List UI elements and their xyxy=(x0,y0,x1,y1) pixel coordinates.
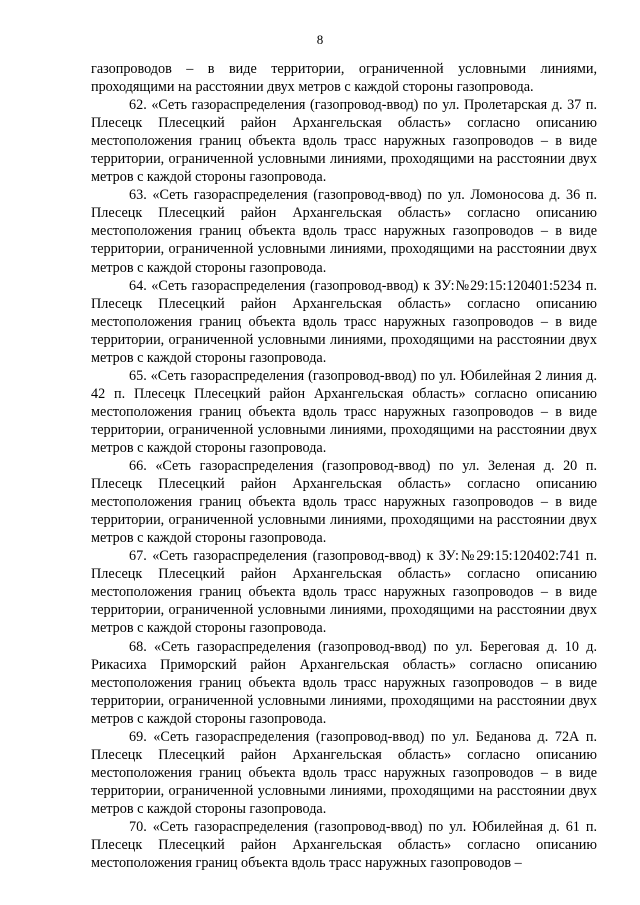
list-item-66: 66. «Сеть газораспределения (газопровод-ввод) по ул. Зеленая д. 20 п. Плесецк Плесецкий район Архангельская область» согласно описанию местоположения границ объекта вдоль трасс наружных газопроводов – в виде территории, ограниченной условными линиями, проходящими на расстоянии двух метров с каждой стороны газопровода. xyxy=(91,458,597,547)
document-body xyxy=(91,60,597,872)
list-item-67: 67. «Сеть газораспределения (газопровод-ввод) к ЗУ:№29:15:120402:741 п. Плесецк Плесецкий район Архангельская область» согласно описанию местоположения границ объекта вдоль трасс наружных газопроводов – в виде территории, ограниченной условными линиями, проходящими на расстоянии двух метров с каждой стороны газопровода. xyxy=(91,548,597,637)
list-item-65: 65. «Сеть газораспределения (газопровод-ввод) по ул. Юбилейная 2 линия д. 42 п. Плесецк Плесецкий район Архангельская область» согласно описанию местоположения границ объекта вдоль трасс наружных газопроводов – в виде территории, ограниченной условными линиями, проходящими на расстоянии двух метров с каждой стороны газопровода. xyxy=(91,367,597,456)
list-item-69: 69. «Сеть газораспределения (газопровод-ввод) по ул. Беданова д. 72А п. Плесецк Плесецкий район Архангельская область» согласно описанию местоположения границ объекта вдоль трасс наружных газопроводов – в виде территории, ограниченной условными линиями, проходящими на расстоянии двух метров с каждой стороны газопровода. xyxy=(91,728,597,817)
page-number: 8 xyxy=(316,32,324,47)
list-item-70: 70. «Сеть газораспределения (газопровод-ввод) по ул. Юбилейная д. 61 п. Плесецк Плесецкий район Архангельская область» согласно описанию местоположения границ объекта вдоль трасс наружных газопроводов – xyxy=(91,818,597,872)
list-item-63: 63. «Сеть газораспределения (газопровод-ввод) по ул. Ломоносова д. 36 п. Плесецк Плесецкий район Архангельская область» согласно описанию местоположения границ объекта вдоль трасс наружных газопроводов – в виде территории, ограниченной условными линиями, проходящими на расстоянии двух метров с каждой стороны газопровода. xyxy=(91,187,597,276)
list-item-62: 62. «Сеть газораспределения (газопровод-ввод) по ул. Пролетарская д. 37 п. Плесецк Плесецкий район Архангельская область» согласно описанию местоположения границ объекта вдоль трасс наружных газопроводов – в виде территории, ограниченной условными линиями, проходящими на расстоянии двух метров с каждой стороны газопровода. xyxy=(91,97,597,186)
list-item-64: 64. «Сеть газораспределения (газопровод-ввод) к ЗУ:№29:15:120401:5234 п. Плесецк Плесецкий район Архангельская область» согласно описанию местоположения границ объекта вдоль трасс наружных газопроводов – в виде территории, ограниченной условными линиями, проходящими на расстоянии двух метров с каждой стороны газопровода. xyxy=(91,277,597,366)
continuation-paragraph: газопроводов – в виде территории, ограниченной условными линиями, проходящими на расстоянии двух метров с каждой стороны газопровода. xyxy=(91,61,597,96)
list-item-68: 68. «Сеть газораспределения (газопровод-ввод) по ул. Береговая д. 10 д. Рикасиха Приморский район Архангельская область» согласно описанию местоположения границ объекта вдоль трасс наружных газопроводов – в виде территории, ограниченной условными линиями, проходящими на расстоянии двух метров с каждой стороны газопровода. xyxy=(91,638,597,727)
